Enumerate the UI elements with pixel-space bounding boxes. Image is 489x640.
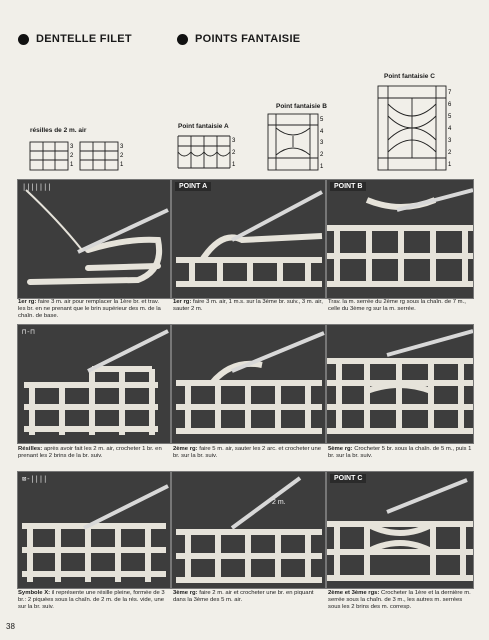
crochet-photo [327,472,473,588]
caption-text: Crocheter 5 br. sous la chaîn. de 5 m., puis 1 br. sur la br. suiv. [328,446,472,460]
bullet-icon [18,34,29,45]
photo-step-1 [17,179,171,299]
row-number: 2 [320,152,324,158]
caption-point-c [328,590,472,612]
crochet-photo [327,325,473,443]
row-number: 6 [448,102,452,108]
row-number: 7 [448,90,452,96]
caption-label: 2ème rg: [173,446,198,452]
section-header-points [177,33,300,45]
caption-text: faire 3 m. air, 1 m.s. sur la 3ème br. suiv., 3 m. air, sauter 2 m. [173,299,323,313]
row-number: 1 [232,162,236,168]
stitch-symbol: ⊠-|||| [22,475,48,483]
row-number: 2 [70,153,74,159]
diagram-label-resilles: résilles de 2 m. air [30,127,87,134]
photo-point-a [171,179,326,299]
crochet-photo [18,180,170,298]
crochet-photo [18,472,170,588]
caption-label: 1er rg: [173,299,192,305]
photo-point-b [326,179,474,299]
row-number: 5 [448,114,452,120]
crochet-photo [18,325,170,443]
caption-text: après avoir fait les 2 m. air, crocheter 1 br. en prenant les 2 brins de la br. suiv. [18,446,162,460]
row-number: 3 [70,144,74,150]
photo-step-5 [171,324,326,444]
caption-text: Trav. la m. serrée du 2ème rg sous la chaîn. de 7 m., celle du 3ème rg sur la m. serrée. [328,299,466,313]
row-number: 4 [320,129,324,135]
row-number: 2 [232,150,236,156]
photo-step-6 [326,324,474,444]
caption-step-5 [173,446,323,460]
caption-label: 5ème rg: [328,446,353,452]
diagram-point-a [176,132,240,172]
photo-resilles [17,324,171,444]
photo-symbol-x [17,471,171,589]
crochet-photo [172,325,325,443]
diagram-resilles [28,138,132,172]
caption-step-8 [173,590,323,604]
diagram-label-c: Point fantaisie C [384,73,435,80]
diagram-label-a: Point fantaisie A [178,123,229,130]
caption-label: 3ème rg: [173,590,198,596]
crochet-photo [172,472,325,588]
photo-step-8 [171,471,326,589]
photo-annotation: 2 m. [272,499,286,506]
photo-tag: POINT C [330,474,366,483]
bullet-icon [177,34,188,45]
row-number: 2 [448,150,452,156]
section-header-dentelle [18,33,132,45]
diagram-point-c [376,82,458,174]
row-number: 3 [448,138,452,144]
row-number: 3 [120,144,124,150]
caption-label: Résilles: [18,446,43,452]
caption-label: Symbole X: [18,590,51,596]
caption-symbol-x [18,590,168,612]
row-number: 3 [232,138,236,144]
photo-tag: POINT A [175,182,211,191]
caption-text: faire 5 m. air, sauter les 2 arc. et crocheter une br. sur la br. suiv. [173,446,321,460]
stitch-symbol: ||||||| [22,183,52,191]
row-number: 1 [70,162,74,168]
crochet-photo [327,180,473,298]
caption-text: Crocheter la 1ère et la dernière m. serrée sous la chaîn. de 3 m., les autres m. serrées sous les 2 brins des m. corresp. [328,590,471,611]
header-left-text: DENTELLE FILET [36,33,132,45]
header-right-text: POINTS FANTAISIE [195,33,301,45]
caption-step-1 [18,299,168,321]
caption-text: faire 3 m. air pour remplacer la 1ère br. et trav. les br. en ne prenant que le brin supérieur des m. de la chaîn. de base. [18,299,161,320]
caption-text: il représente une résille pleine, formée de 3 br.: 2 piquées sous la chaîn. de 2 m. de la rés. vide, une sur la br. suiv. [18,590,165,611]
caption-label: 2ème et 3ème rgs: [328,590,380,596]
row-number: 1 [120,162,124,168]
diagram-point-b [266,112,330,174]
caption-text: faire 2 m. air et crocheter une br. en piquant dans la 3ème des 5 m. air. [173,590,314,604]
diagram-label-b: Point fantaisie B [276,103,327,110]
row-number: 4 [448,126,452,132]
row-number: 3 [320,140,324,146]
row-number: 1 [448,162,452,168]
row-number: 5 [320,117,324,123]
caption-resilles [18,446,168,460]
photo-point-c [326,471,474,589]
caption-step-6 [328,446,472,460]
row-number: 1 [320,164,324,170]
caption-label: 1er rg: [18,299,37,305]
stitch-symbol: ⊓-⊓ [22,328,35,336]
row-number: 2 [120,153,124,159]
caption-point-b [328,299,472,313]
page-number: 38 [6,622,15,631]
caption-point-a [173,299,323,313]
crochet-photo [172,180,325,298]
photo-tag: POINT B [330,182,366,191]
